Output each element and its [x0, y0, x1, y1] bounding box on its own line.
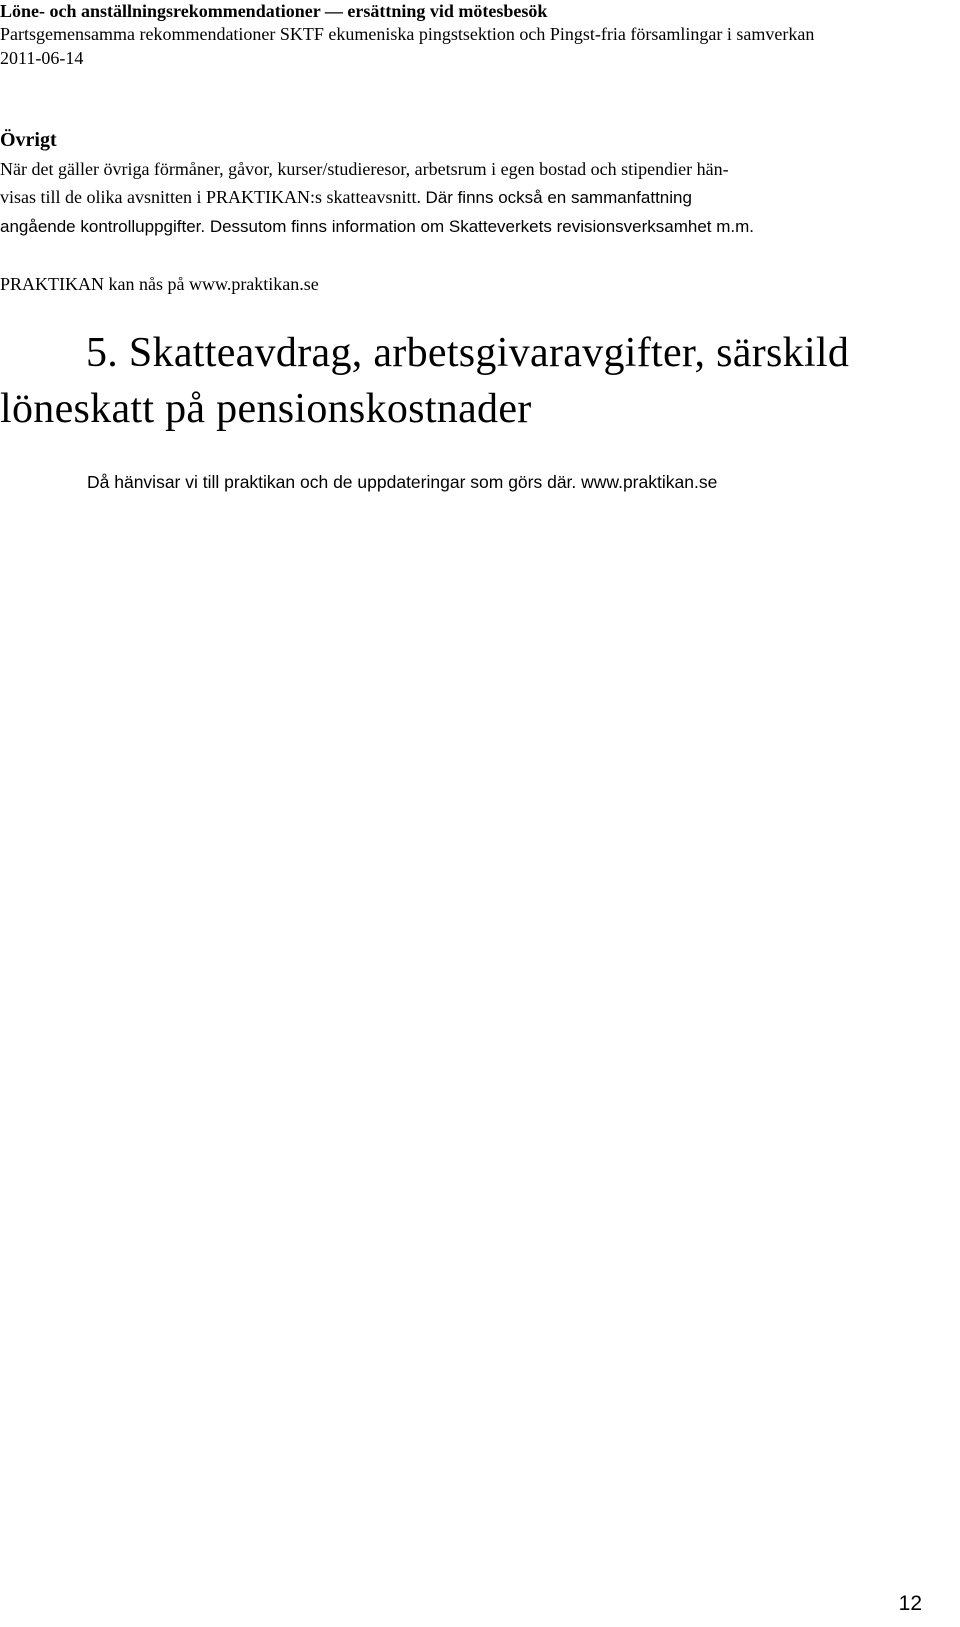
section-heading-ovrigt: Övrigt: [0, 129, 57, 151]
chapter-paragraph: Då hänvisar vi till praktikan och de uppdateringar som görs där. www.praktikan.se: [87, 472, 718, 492]
chapter-heading-line-2: löneskatt på pensionskostnader: [0, 386, 532, 432]
document-header: [0, 0, 950, 70]
document-date: 2011-06-14: [0, 48, 84, 68]
paragraph-line-3: angående kontrolluppgifter. Dessutom finns information om Skatteverkets revisionsverksamhet m.m.: [0, 217, 755, 236]
document-title: Löne- och anställningsrekommendationer — ersättning vid mötesbesök: [0, 1, 548, 21]
paragraph-line-2: visas till de olika avsnitten i PRAKTIKAN:s skatteavsnitt.: [0, 187, 421, 207]
chapter-heading-line-1: 5. Skatteavdrag, arbetsgivaravgifter, särskild: [86, 330, 850, 376]
chapter-heading: [0, 325, 945, 437]
page-number: 12: [898, 1592, 922, 1615]
praktikan-lead: PRAKTIKAN: [0, 274, 105, 294]
section-paragraph: [0, 155, 945, 241]
praktikan-reference: [0, 270, 319, 298]
paragraph-line-1: När det gäller övriga förmåner, gåvor, kurser/studieresor, arbetsrum i egen bostad och stipendier hän-: [0, 159, 729, 179]
paragraph-line-2b: Där finns också en sammanfattning: [425, 188, 692, 207]
document-subtitle: Partsgemensamma rekommendationer SKTF ekumeniska pingstsektion och Pingst-fria församlingar i samverkan: [0, 24, 815, 44]
praktikan-link-text: kan nås på www.praktikan.se: [108, 274, 319, 294]
